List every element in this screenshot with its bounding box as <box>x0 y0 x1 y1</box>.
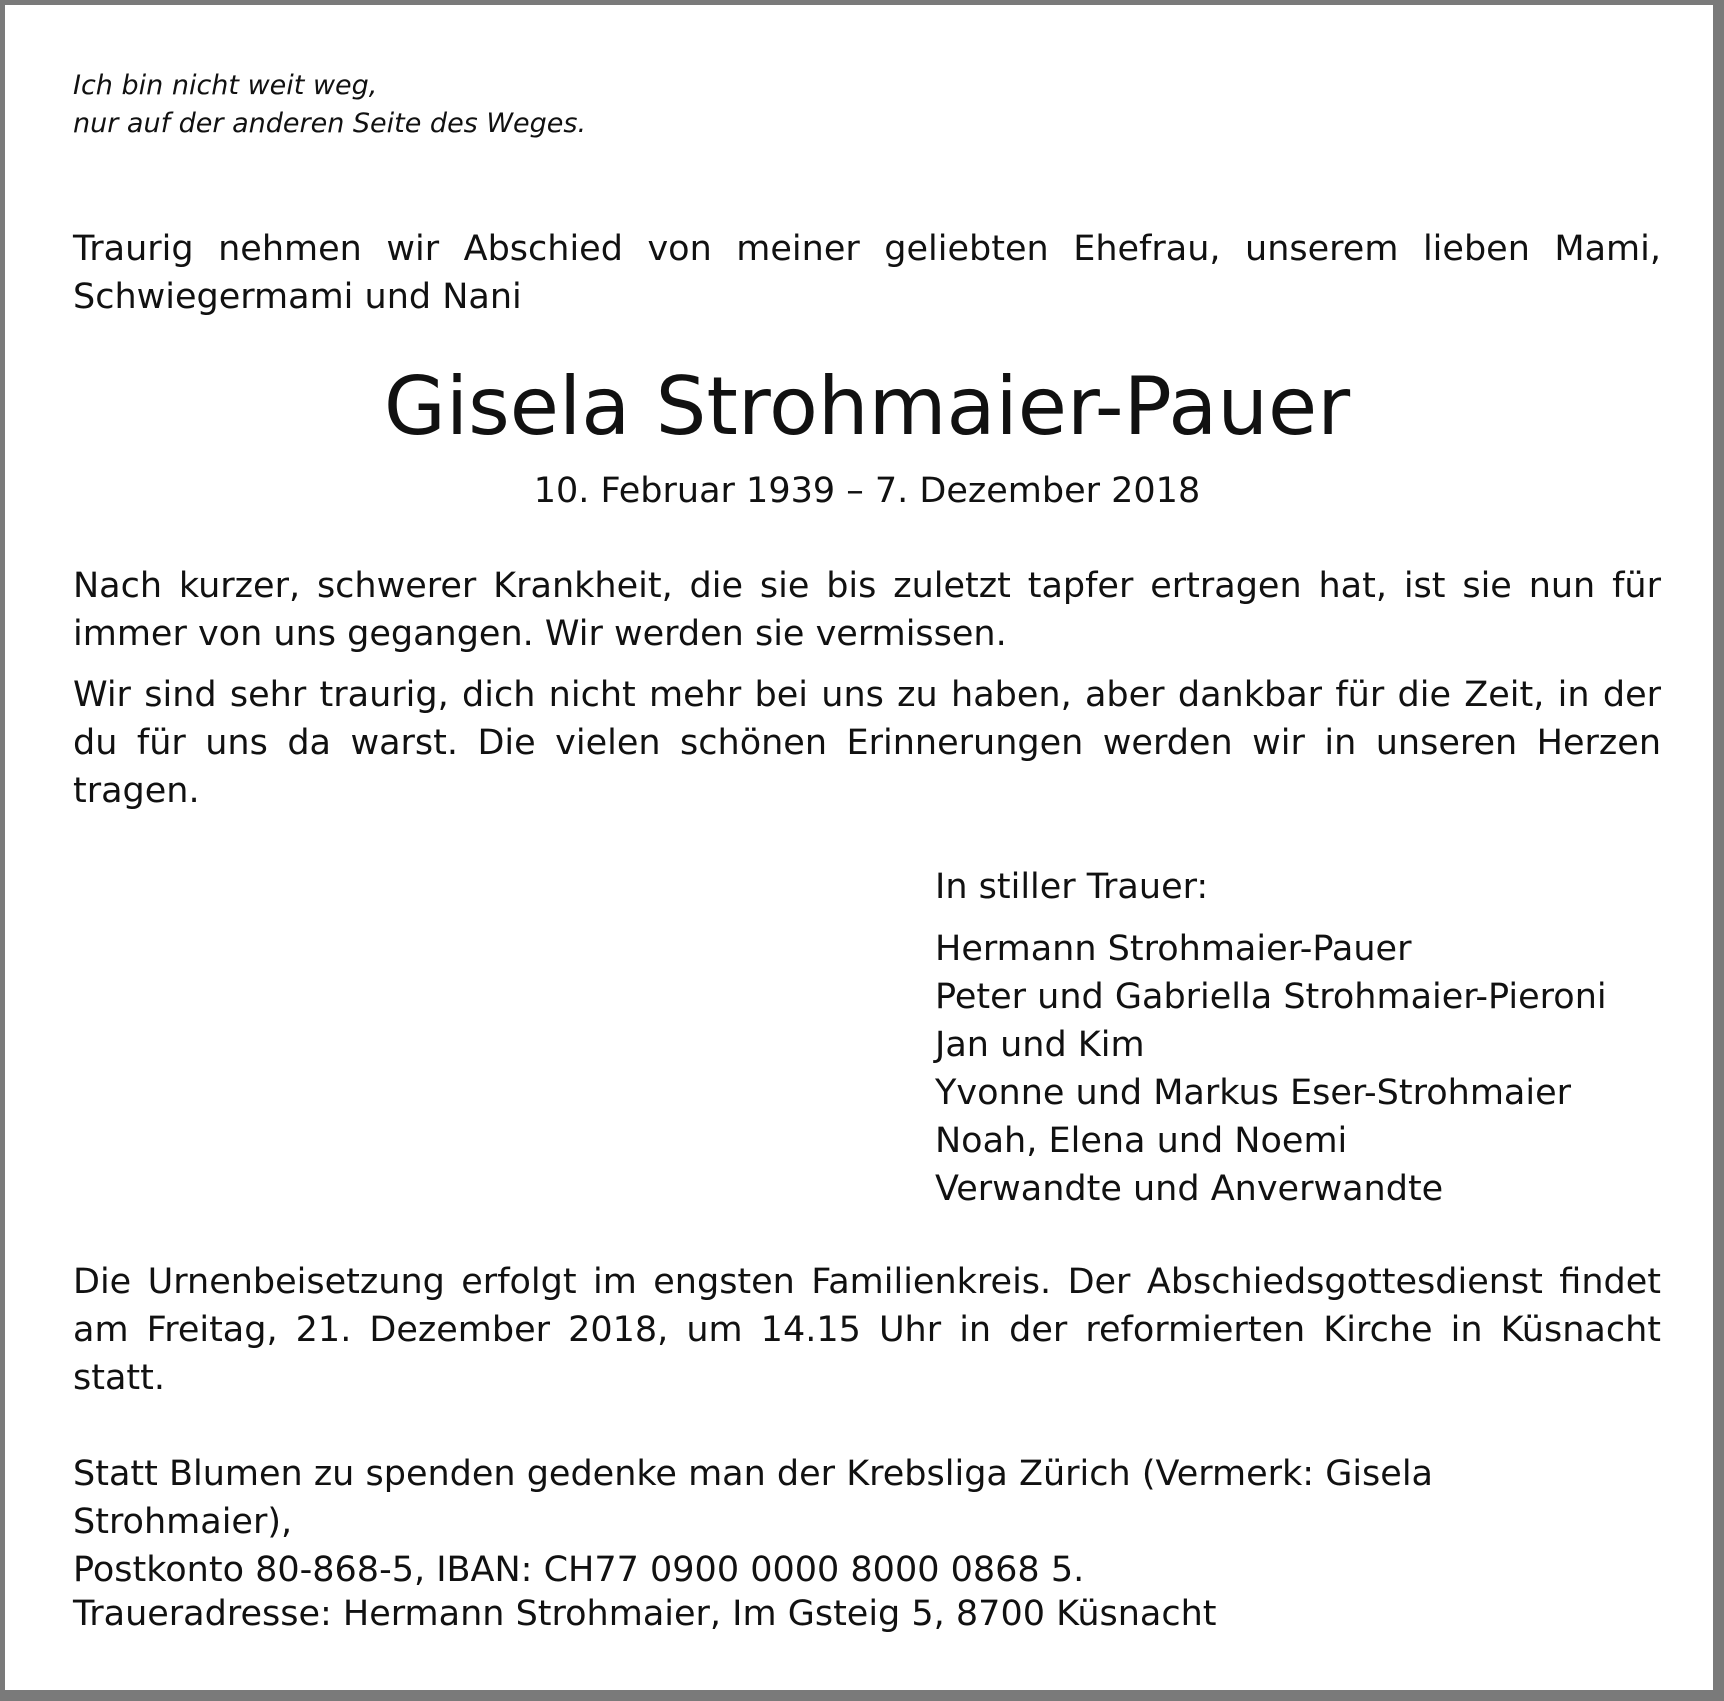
deceased-name: Gisela Strohmaier-Pauer <box>383 360 1351 453</box>
gratitude-paragraph: Wir sind sehr traurig, dich nicht mehr bei uns zu haben, aber dankbar für die Zeit, in der du für uns da warst. Die vielen schönen Erinnerungen werden wir in unseren Herzen tragen. <box>73 675 1661 811</box>
mourners-heading: In stiller Trauer: <box>935 867 1209 907</box>
intro-text <box>73 225 1661 321</box>
life-dates: 10. Februar 1939 – 7. Dezember 2018 <box>533 471 1201 511</box>
motto-line-2: nur auf der anderen Seite des Weges. <box>73 108 587 139</box>
intro-line-1: Traurig nehmen wir Abschied von meiner geliebten Ehefrau, unserem lieben Mami, <box>73 229 1661 269</box>
motto-quote <box>73 67 1661 143</box>
mourner-name: Verwandte und Anverwandte <box>935 1169 1444 1209</box>
mourner-name: Hermann Strohmaier-Pauer <box>935 929 1412 969</box>
mourning-address: Traueradresse: Hermann Strohmaier, Im Gsteig 5, 8700 Küsnacht <box>73 1594 1217 1634</box>
donation-paragraph <box>73 1450 1661 1594</box>
motto-line-1: Ich bin nicht weit weg, <box>73 70 378 101</box>
mourner-name: Jan und Kim <box>935 1025 1145 1065</box>
donation-line-2: Postkonto 80-868-5, IBAN: CH77 0900 0000 8000 0868 5. <box>73 1550 1085 1590</box>
intro-line-2: Schwiegermami und Nani <box>73 277 522 317</box>
illness-paragraph: Nach kurzer, schwerer Krankheit, die sie bis zuletzt tapfer ertragen hat, ist sie nun für immer von uns gegangen. Wir werden sie vermissen. <box>73 566 1661 654</box>
mourner-name: Yvonne und Markus Eser-Strohmaier <box>935 1073 1572 1113</box>
mourners-block <box>935 863 1607 1213</box>
mourners-list <box>935 925 1607 1213</box>
donation-line-1: Statt Blumen zu spenden gedenke man der Krebsliga Zürich (Vermerk: Gisela Strohmaier), <box>73 1454 1433 1542</box>
mourner-name: Peter und Gabriella Strohmaier-Pieroni <box>935 977 1607 1017</box>
mourner-name: Noah, Elena und Noemi <box>935 1121 1348 1161</box>
service-paragraph: Die Urnenbeisetzung erfolgt im engsten Familienkreis. Der Abschiedsgottesdienst findet am Freitag, 21. Dezember 2018, um 14.15 Uhr in der reformierten Kirche in Küsnacht statt. <box>73 1262 1661 1398</box>
